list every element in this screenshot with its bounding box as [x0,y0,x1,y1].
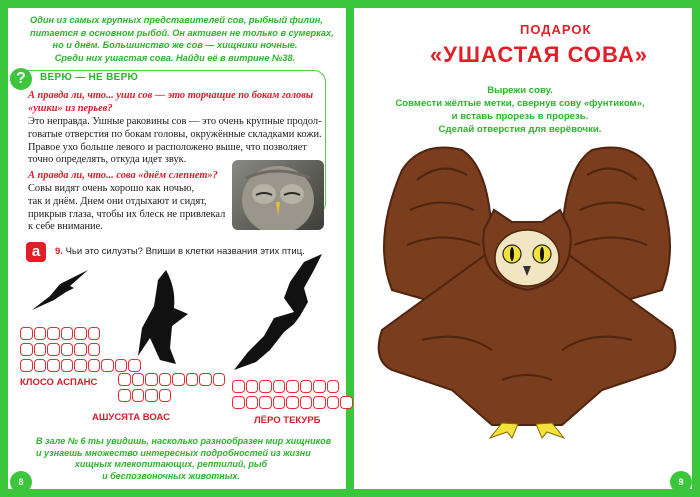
bird-silhouette-3-icon [234,252,324,372]
answer-grid-2-row2[interactable] [118,389,171,402]
answer-grid-1-row2[interactable] [20,343,100,356]
question-1 [28,90,313,115]
intro-line: Среди них ушастая сова. Найди её в витрине №38. [54,52,296,63]
instruction-line: Совмести жёлтые метки, свернув сову «фунтиком», [395,98,645,109]
answer-line: Совы видят очень хорошо как ночью, [28,183,195,194]
answer-line: Это неправда. Ушные раковины сов — это очень крупные продол- [28,116,322,127]
outro-line: В зале № 6 ты увидишь, насколько разнообразен мир хищников [36,436,332,446]
answer-line: говатые отверстия по бокам головы, окружённые складками кожи. [28,128,322,140]
task-number: 9. [55,246,63,257]
question-line: А правда ли, что... уши сов — это торчащие по бокам головы [28,90,314,101]
book-spine [346,0,354,497]
instruction-line: и вставь прорезь в прорезь. [451,111,589,122]
question-badge-icon: ? [10,68,32,90]
question-2 [28,170,218,183]
intro-line: Один из самых крупных представителей сов, рыбный филин, [30,15,323,25]
believe-section-title: ВЕРЮ — НЕ ВЕРЮ [40,72,139,83]
intro-text [30,14,334,64]
instructions [380,84,660,136]
answer-line: к себе внимание. [28,221,103,233]
answer-line: так и днём. Днем они отдыхают и сидят, [28,195,207,207]
outro-line: и узнаешь множество интересных подробностей из жизни [36,447,311,458]
page-number-left: 8 [10,471,32,493]
bird-silhouette-1-icon [30,266,90,316]
anagram-2: АШУСЯТА ВОАС [92,412,170,423]
task-letter-icon: а [26,242,46,262]
owl-cutout-icon [362,140,692,440]
instruction-line: Сделай отверстия для верёвочки. [438,124,602,135]
question-line: «ушки» из перьев? [28,102,113,114]
task-instruction: Чьи это силуэты? Впиши в клетки названия этих птиц. [65,246,305,257]
answer-grid-3-row2[interactable] [232,396,353,409]
answer-grid-3-row1[interactable] [232,380,339,393]
instruction-line: Вырежи сову. [487,85,553,96]
intro-line: но и днём. Большинство же сов — хищники ночные. [52,40,298,51]
outro-line: хищных млекопитающих, рептилий, рыб [74,459,268,470]
anagram-3: ЛЁРО ТЕКУРБ [254,415,321,426]
answer-line: точно определять, откуда идет звук. [28,154,187,166]
anagram-1: КЛОСО АСПАНС [20,377,98,388]
outro-text [36,436,332,482]
answer-grid-1-row3[interactable] [20,359,141,372]
bird-silhouette-2-icon [136,268,196,368]
gift-title: «УШАСТАЯ СОВА» [430,42,648,67]
outro-line: и беспозвоночных животных. [102,470,240,481]
question-line: А правда ли, что... сова «днём слепнет»? [28,170,218,181]
answer-grid-2-row1[interactable] [118,373,225,386]
gift-label: ПОДАРОК [520,22,592,37]
answer-line: Правое ухо больше левого и расположено выше, что позволяет [28,141,307,153]
answer-line: прикрыв глаза, чтобы их блеск не привлекал [28,208,226,220]
answer-2 [28,183,225,234]
owl-photo [232,160,324,230]
answer-grid-1-row1[interactable] [20,327,100,340]
intro-line: питается в основном рыбой. Он активен не только в сумерках, [30,27,334,38]
page-number-right: 9 [670,471,692,493]
